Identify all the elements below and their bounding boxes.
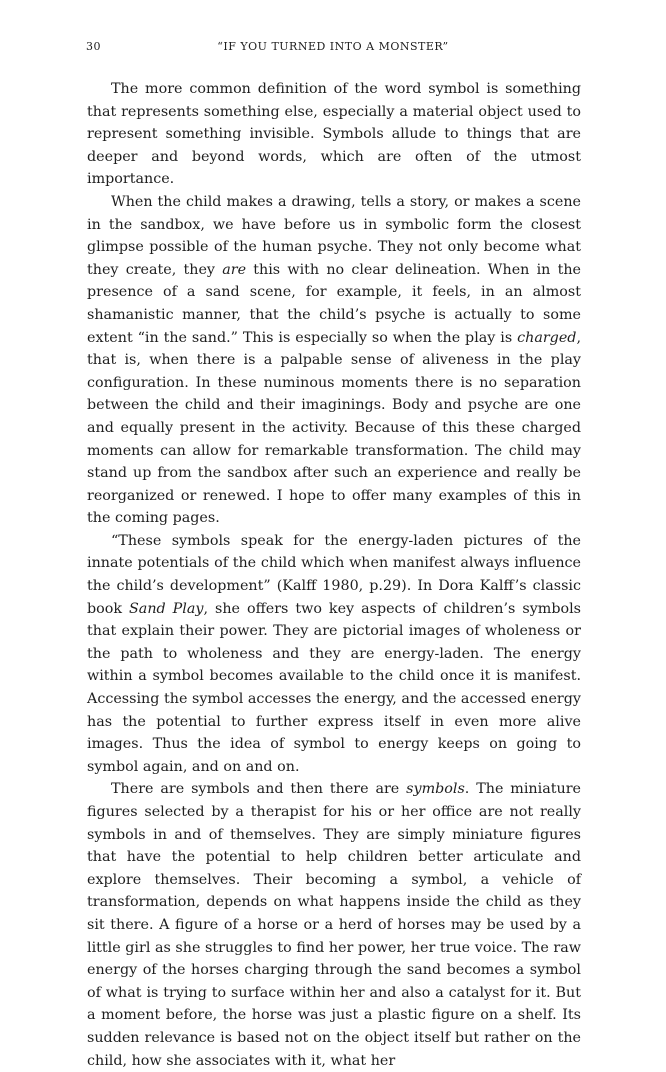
paragraph bbox=[87, 778, 581, 1072]
running-head bbox=[86, 40, 580, 60]
italic-text-run: are bbox=[222, 261, 247, 278]
body-text bbox=[87, 78, 581, 1072]
paragraph bbox=[87, 530, 581, 779]
text-run: this with no clear delineation. When in the presence of a sand scene, for example, it feels, in an almost shamanistic manner, that the child’s psyche is actually to some extent “in the sand.” This is especially so when the play is bbox=[87, 261, 581, 346]
text-run: The more common definition of the word symbol is something that represents something else, especially a material object used to represent something invisible. Symbols allude to things that are deeper and beyond words, which are often of the utmost importance. bbox=[87, 81, 581, 188]
text-run: , that is, when there is a palpable sense of aliveness in the play configuration. In these numinous moments there is no separation between the child and their imaginings. Body and psyche are one and equally present in the activity. Because of this these charged moments can allow for remarkable transformation. The child may stand up from the sandbox after such an experience and really be reorganized or renewed. I hope to offer many examples of this in the coming pages. bbox=[87, 329, 581, 527]
text-run: There are symbols and then there are bbox=[111, 781, 407, 798]
paragraph bbox=[87, 78, 581, 191]
running-title: “IF YOU TURNED INTO A MONSTER” bbox=[217, 40, 449, 53]
text-run: . The miniature figures selected by a therapist for his or her office are not really symbols in and of themselves. They are simply miniature figures that have the potential to help children better articulate and explore themselves. Their becoming a symbol, a vehicle of transformation, depends on what happens inside the child as they sit there. A figure of a horse or a herd of horses may be used by a little girl as she struggles to find her power, her true voice. The raw energy of the horses charging through the sand becomes a symbol of what is trying to surface within her and also a catalyst for it. But a moment before, the horse was just a plastic figure on a shelf. Its sudden relevance is based not on the object itself but rather on the child, how she associates with it, what her bbox=[87, 781, 581, 1069]
page-number: 30 bbox=[86, 40, 101, 53]
text-run: When the child makes a drawing, tells a story, or makes a scene in the sandbox, we have before us in symbolic form the closest glimpse possible of the human psyche. They not only become what they create, they bbox=[87, 193, 581, 278]
italic-text-run: Sand Play bbox=[129, 600, 204, 617]
text-run: , she offers two key aspects of children’s symbols that explain their power. They are pictorial images of wholeness or the path to wholeness and they are energy-laden. The energy within a symbol becomes available to the child once it is manifest. Accessing the symbol accesses the energy, and the accessed energy has the potential to further express itself in even more alive images. Thus the idea of symbol to energy keeps on going to symbol again, and on and on. bbox=[87, 600, 582, 775]
italic-text-run: symbols bbox=[406, 781, 465, 798]
text-run: “These symbols speak for the energy-laden pictures of the innate potentials of the child which when manifest always influence the child’s development” (Kalff 1980, p.29). In Dora Kalff’s classic book bbox=[87, 532, 581, 617]
paragraph bbox=[87, 191, 581, 530]
italic-text-run: charged bbox=[517, 329, 577, 346]
